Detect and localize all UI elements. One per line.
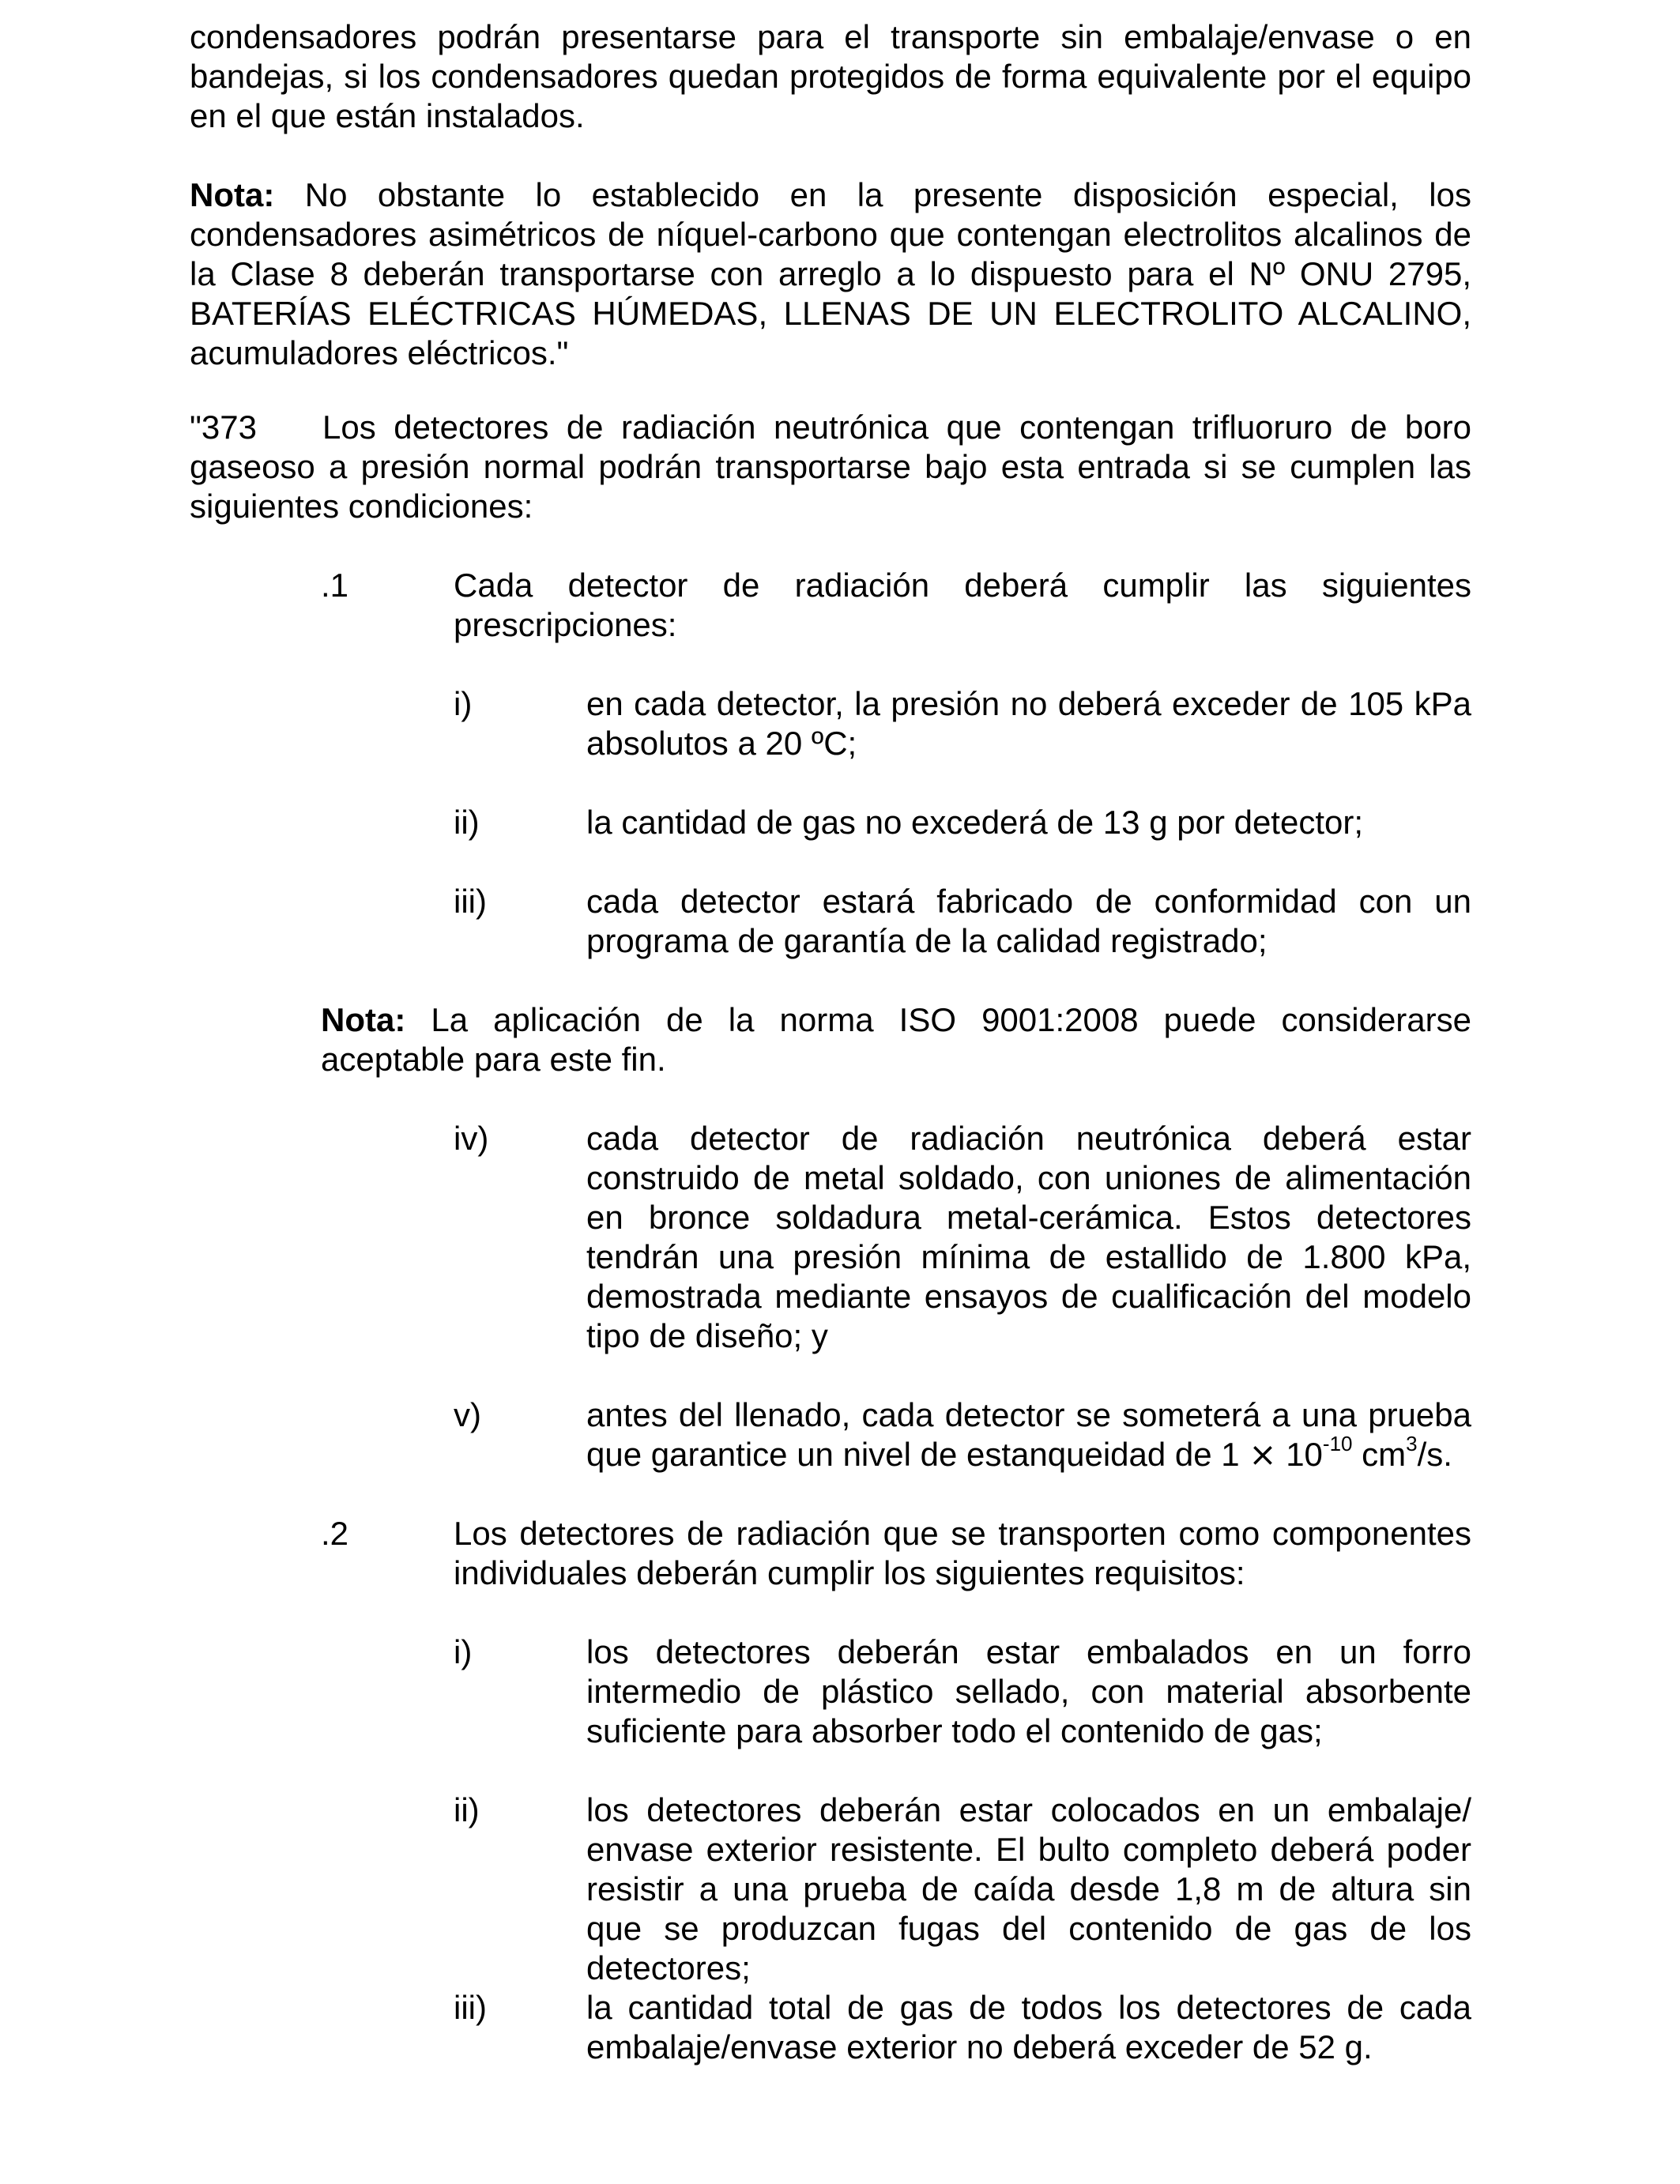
item-marker: i) xyxy=(454,1633,473,1670)
list-item: los detectores deberán estar embalados en un forro intermedio de plástico sellado, con material absorbente suficiente para absorber todo el contenido de gas; xyxy=(586,1633,1471,1749)
item-marker: v) xyxy=(454,1396,481,1433)
exponent: -10 xyxy=(1322,1432,1353,1455)
item-text: 10 xyxy=(1276,1436,1323,1473)
iso-note xyxy=(321,1000,1471,1079)
section-marker-2: .2 xyxy=(321,1515,349,1552)
list-item: cada detector de radiación neutrónica deberá estar construido de metal soldado, con uniones de alimentación en bronce soldadura metal-cerámica. Estos detectores tendrán una presión mínima de estallido de 1.800 kPa, demostrada mediante ensayos de cualificación del modelo tipo de diseño; y xyxy=(586,1120,1471,1354)
item-marker: i) xyxy=(454,685,473,722)
paragraph-text: condensadores podrán presentarse para el transporte sin embalaje/envase o en bandejas, si los condensadores quedan protegidos de forma equivalente por el equipo en el que están instalados. xyxy=(190,18,1471,134)
item-marker: ii) xyxy=(454,1791,480,1828)
note-text: La aplicación de la norma ISO 9001:2008 puede considerarse aceptable para este fin. xyxy=(321,1001,1471,1078)
section-text-1: Cada detector de radiación deberá cumplir las siguientes prescripciones: xyxy=(454,567,1471,643)
provision-text: Los detectores de radiación neutrónica que contengan trifluoruro de boro gaseoso a presión normal podrán transportarse bajo esta entrada si se cumplen las siguientes condiciones: xyxy=(190,409,1471,525)
note-text: No obstante lo establecido en la presente disposición especial, los condensadores asimétricos de níquel-carbono que contengan electrolitos alcalinos de la Clase 8 deberán transportarse con arreglo a lo dispuesto para el Nº ONU 2795, BATERÍAS ELÉCTRICAS HÚMEDAS, LLENAS DE UN ELECTROLITO ALCALINO, acumuladores eléctricos." xyxy=(190,176,1471,371)
item-text: antes del llenado, cada detector se someterá a una prueba que garantice un nivel de estanqueidad de 1 xyxy=(586,1396,1471,1473)
item-marker: iii) xyxy=(454,1989,487,2026)
list-item: en cada detector, la presión no deberá exceder de 105 kPa absolutos a 20 ºC; xyxy=(586,685,1471,762)
item-text: cm xyxy=(1352,1436,1407,1473)
note-label: Nota: xyxy=(321,1001,406,1038)
list-item-leak-test xyxy=(586,1395,1471,1474)
note-label: Nota: xyxy=(190,176,275,213)
paragraph-condensadores xyxy=(190,17,1471,136)
section-text-2: Los detectores de radiación que se transporten como componentes individuales deberán cumplir los siguientes requisitos: xyxy=(454,1515,1471,1591)
item-marker: iv) xyxy=(454,1120,489,1157)
section-marker-1: .1 xyxy=(321,567,349,604)
provision-number: "373 xyxy=(190,409,257,446)
exponent: 3 xyxy=(1406,1432,1418,1455)
list-item: la cantidad total de gas de todos los detectores de cada embalaje/envase exterior no deberá exceder de 52 g. xyxy=(586,1989,1471,2065)
item-text: /s. xyxy=(1417,1436,1452,1473)
item-marker: iii) xyxy=(454,883,487,920)
special-provision-373 xyxy=(190,408,1471,526)
times-symbol: × xyxy=(1249,1435,1277,1474)
list-item: cada detector estará fabricado de conformidad con un programa de garantía de la calidad registrado; xyxy=(586,883,1471,959)
list-item: la cantidad de gas no excederá de 13 g por detector; xyxy=(586,804,1364,841)
item-marker: ii) xyxy=(454,804,480,841)
list-item: los detectores deberán estar colocados en un embalaje/ envase exterior resistente. El bulto completo deberá poder resistir a una prueba de caída desde 1,8 m de altura sin que se produzcan fugas del contenido de gas de los detectores; xyxy=(586,1791,1471,1986)
note-paragraph xyxy=(190,175,1471,373)
